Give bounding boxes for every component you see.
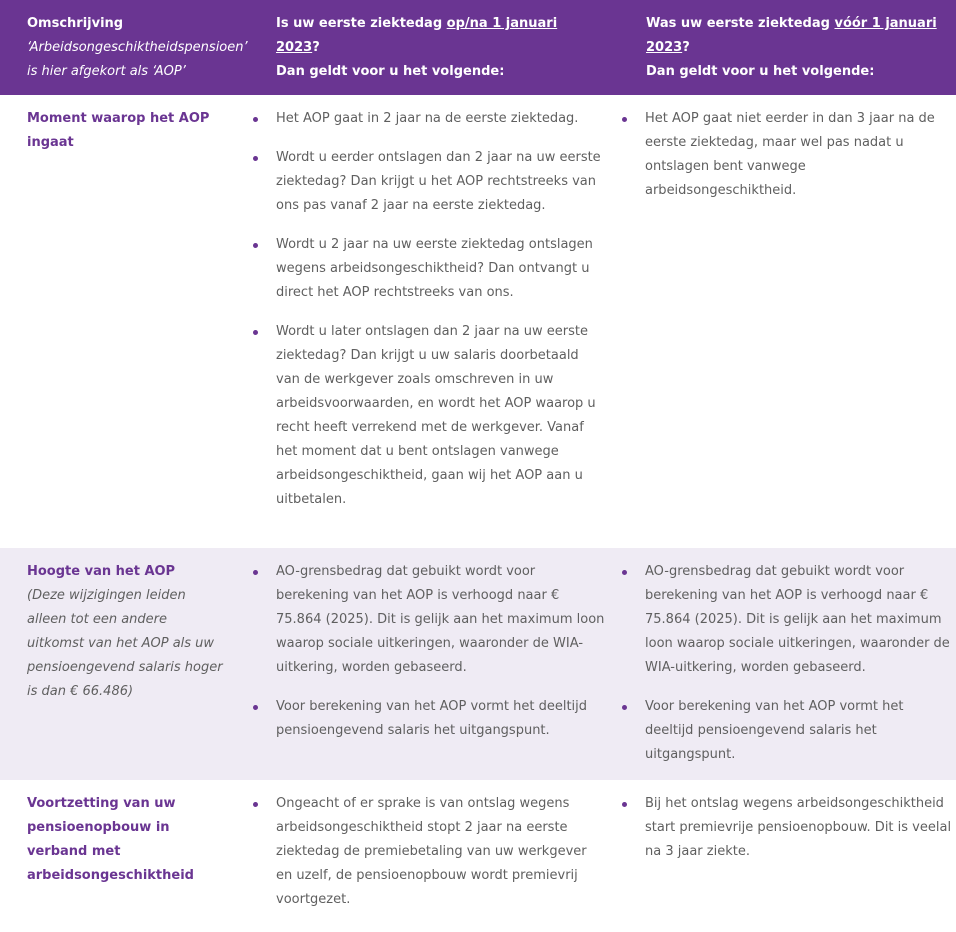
bullet-icon — [253, 243, 258, 248]
list-item — [253, 792, 605, 912]
list-item-text: Het AOP gaat in 2 jaar na de eerste ziektedag. — [276, 111, 579, 126]
list-item-text: AO-grensbedrag dat gebuikt wordt voor berekening van het AOP is verhoogd naar € 75.864 (2025). Dit is gelijk aan het maximum loon waarop sociale uitkeringen, waaronder de WIA-uitkering, worden gebaseerd. — [276, 564, 605, 675]
header-col-new-suffix: ? — [312, 40, 320, 55]
row-new-cell — [253, 107, 605, 527]
bullet-icon — [253, 802, 258, 807]
bullet-icon — [622, 570, 627, 575]
row-old-cell — [622, 560, 954, 782]
row-old-cell — [622, 107, 954, 218]
bullet-list — [253, 107, 605, 512]
list-item — [622, 560, 954, 680]
bullet-list — [622, 792, 954, 864]
bullet-icon — [253, 156, 258, 161]
row-label-cell — [27, 560, 227, 704]
table-row — [0, 780, 956, 932]
bullet-icon — [622, 117, 627, 122]
header-col-new-date: op/na 1 januari 2023 — [276, 16, 558, 55]
bullet-icon — [622, 705, 627, 710]
header-col-old — [646, 12, 956, 84]
bullet-icon — [253, 117, 258, 122]
header-col-description-title: Omschrijving — [27, 16, 124, 31]
header-col-description-sub-2: is hier afgekort als ‘AOP’ — [27, 64, 186, 79]
table-row — [0, 548, 956, 780]
list-item — [622, 695, 954, 767]
header-col-old-suffix: ? — [682, 40, 690, 55]
bullet-list — [622, 107, 954, 203]
header-col-old-line2: Dan geldt voor u het volgende: — [646, 64, 875, 79]
list-item-text: Bij het ontslag wegens arbeidsongeschiktheid start premievrije pensioenopbouw. Dit is veelal na 3 jaar ziekte. — [645, 796, 952, 859]
bullet-list — [253, 792, 605, 912]
list-item-text: Wordt u 2 jaar na uw eerste ziektedag ontslagen wegens arbeidsongeschiktheid? Dan ontvangt u direct het AOP rechtstreeks van ons. — [276, 237, 593, 300]
bullet-icon — [622, 802, 627, 807]
list-item — [253, 107, 605, 131]
list-item-text: Voor berekening van het AOP vormt het deeltijd pensioengevend salaris het uitgangspunt. — [276, 699, 588, 738]
list-item-text: Ongeacht of er sprake is van ontslag wegens arbeidsongeschiktheid stopt 2 jaar na eerste ziektedag de premiebetaling van uw werkgever en uzelf, de pensioenopbouw wordt premievrij voortgezet. — [276, 796, 587, 907]
list-item — [622, 107, 954, 203]
list-item-text: Wordt u eerder ontslagen dan 2 jaar na uw eerste ziektedag? Dan krijgt u het AOP rechtstreeks van ons pas vanaf 2 jaar na eerste ziektedag. — [276, 150, 601, 213]
list-item-text: AO-grensbedrag dat gebuikt wordt voor berekening van het AOP is verhoogd naar € 75.864 (2025). Dit is gelijk aan het maximum loon waarop sociale uitkeringen, waaronder de WIA-uitkering, worden gebaseerd. — [645, 564, 950, 675]
row-old-cell — [622, 792, 954, 879]
list-item-text: Wordt u later ontslagen dan 2 jaar na uw eerste ziektedag? Dan krijgt u uw salaris doorbetaald van de werkgever zoals omschreven in uw arbeidsvoorwaarden, en wordt het AOP waarop u recht heeft verrekend met de werkgever. Vanaf het moment dat u bent ontslagen vanwege arbeidsongeschiktheid, gaan wij het AOP aan u uitbetalen. — [276, 324, 596, 507]
header-col-old-date: vóór 1 januari 2023 — [646, 16, 937, 55]
list-item — [253, 146, 605, 218]
header-col-new — [276, 12, 596, 84]
row-new-cell — [253, 792, 605, 927]
bullet-icon — [253, 330, 258, 335]
table-row — [0, 95, 956, 548]
bullet-list — [622, 560, 954, 767]
list-item-text: Voor berekening van het AOP vormt het deeltijd pensioengevend salaris het uitgangspunt. — [645, 699, 904, 762]
list-item — [253, 233, 605, 305]
header-col-description — [27, 12, 257, 84]
header-col-old-prefix: Was uw eerste ziektedag — [646, 16, 835, 31]
list-item-text: Het AOP gaat niet eerder in dan 3 jaar na de eerste ziektedag, maar wel pas nadat u ontslagen bent vanwege arbeidsongeschiktheid. — [645, 111, 935, 198]
list-item — [253, 320, 605, 512]
row-label-cell — [27, 792, 227, 888]
row-new-cell — [253, 560, 605, 758]
header-col-new-prefix: Is uw eerste ziektedag — [276, 16, 447, 31]
row-label: Hoogte van het AOP — [27, 564, 176, 579]
table-header — [0, 0, 956, 95]
row-label-cell — [27, 107, 227, 155]
row-note: (Deze wijzigingen leiden alleen tot een andere uitkomst van het AOP als uw pensioengevend salaris hoger is dan € 66.486) — [27, 588, 223, 699]
list-item — [253, 560, 605, 680]
header-col-description-sub-1: ‘Arbeidsongeschiktheidspensioen’ — [27, 40, 248, 55]
bullet-icon — [253, 705, 258, 710]
bullet-list — [253, 560, 605, 743]
list-item — [253, 695, 605, 743]
bullet-icon — [253, 570, 258, 575]
header-col-new-line2: Dan geldt voor u het volgende: — [276, 64, 505, 79]
list-item — [622, 792, 954, 864]
row-label: Moment waarop het AOP ingaat — [27, 111, 210, 150]
row-label: Voortzetting van uw pensioenopbouw in verband met arbeidsongeschiktheid — [27, 796, 194, 883]
